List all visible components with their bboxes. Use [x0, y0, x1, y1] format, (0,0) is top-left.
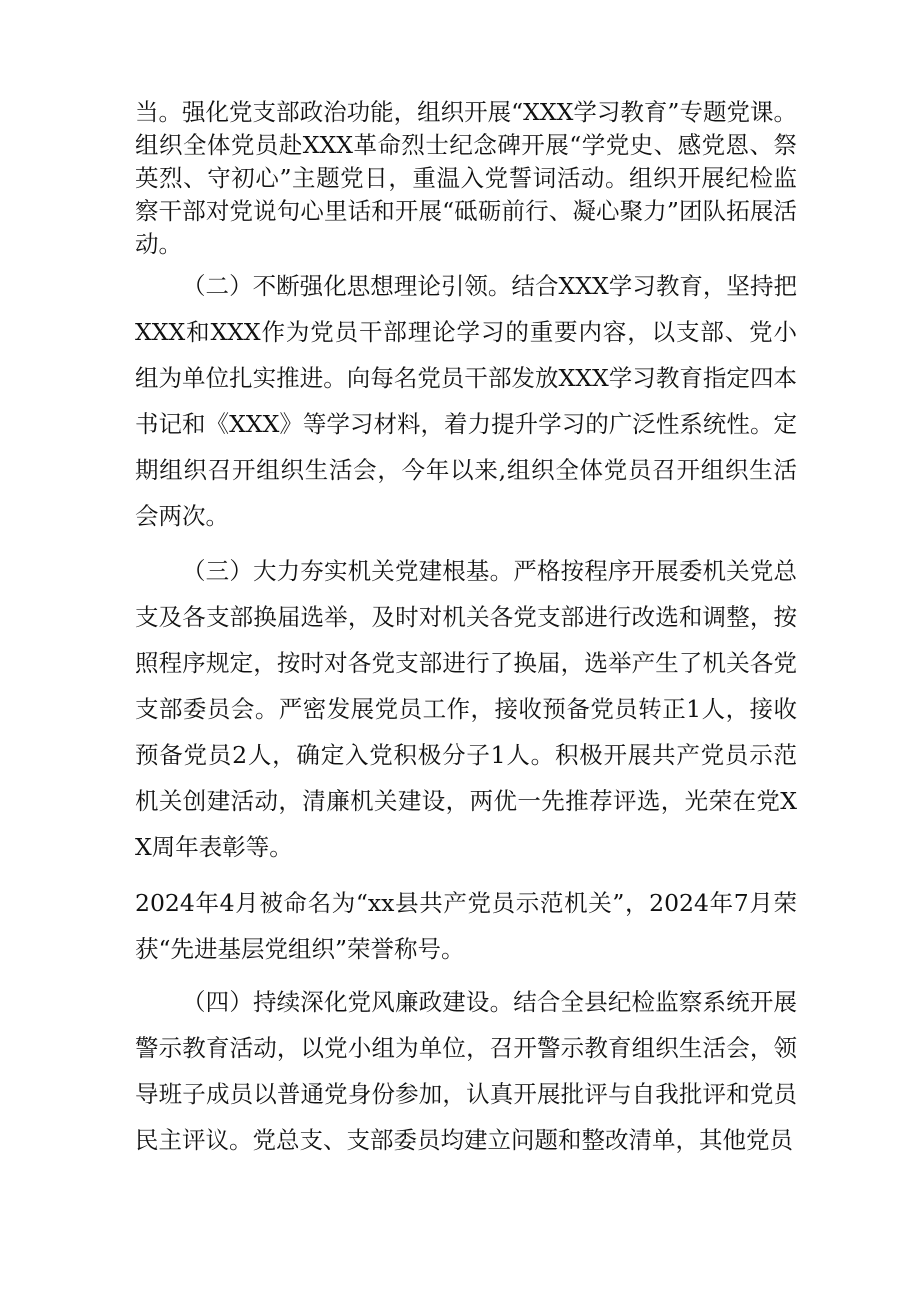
- paragraph-section-3: （三）大力夯实机关党建根基。严格按程序开展委机关党总支及各支部换届选举，及时对机关各党支部进行改选和调整，按照程序规定，按时对各党支部进行了换届，选举产生了机关各党支部委员会。严密发展党员工作，接收预备党员转正1人，接收预备党员2人，确定入党积极分子1人。积极开展共产党员示范机关创建活动，清廉机关建设，两优一先推荐评选，光荣在党XX周年表彰等。: [135, 557, 797, 861]
- paragraph-continuation: 当。强化党支部政治功能，组织开展“XXX学习教育”专题党课。组织全体党员赴XXX革命烈士纪念碑开展“学党史、感党恩、祭英烈、守初心”主题党日，重温入党誓词活动。组织开展纪检监察干部对党说句心里话和开展“砥砺前行、凝心聚力”团队拓展活动。: [135, 98, 797, 258]
- paragraph-section-2: （二）不断强化思想理论引领。结合XXX学习教育，坚持把XXX和XXX作为党员干部理论学习的重要内容，以支部、党小组为单位扎实推进。向每名党员干部发放XXX学习教育指定四本书记和《XXX》等学习材料，着力提升学习的广泛性系统性。定期组织召开组织生活会，今年以来,组织全体党员召开组织生活会两次。: [135, 272, 797, 530]
- paragraph-honors: 2024年4月被命名为“xx县共产党员示范机关”，2024年7月荣获“先进基层党组织”荣誉称号。: [135, 889, 797, 963]
- paragraph-section-4: （四）持续深化党风廉政建设。结合全县纪检监察系统开展警示教育活动，以党小组为单位，召开警示教育组织生活会，领导班子成员以普通党身份参加，认真开展批评与自我批评和党员民主评议。党总支、支部委员均建立问题和整改清单，其他党员: [135, 988, 797, 1154]
